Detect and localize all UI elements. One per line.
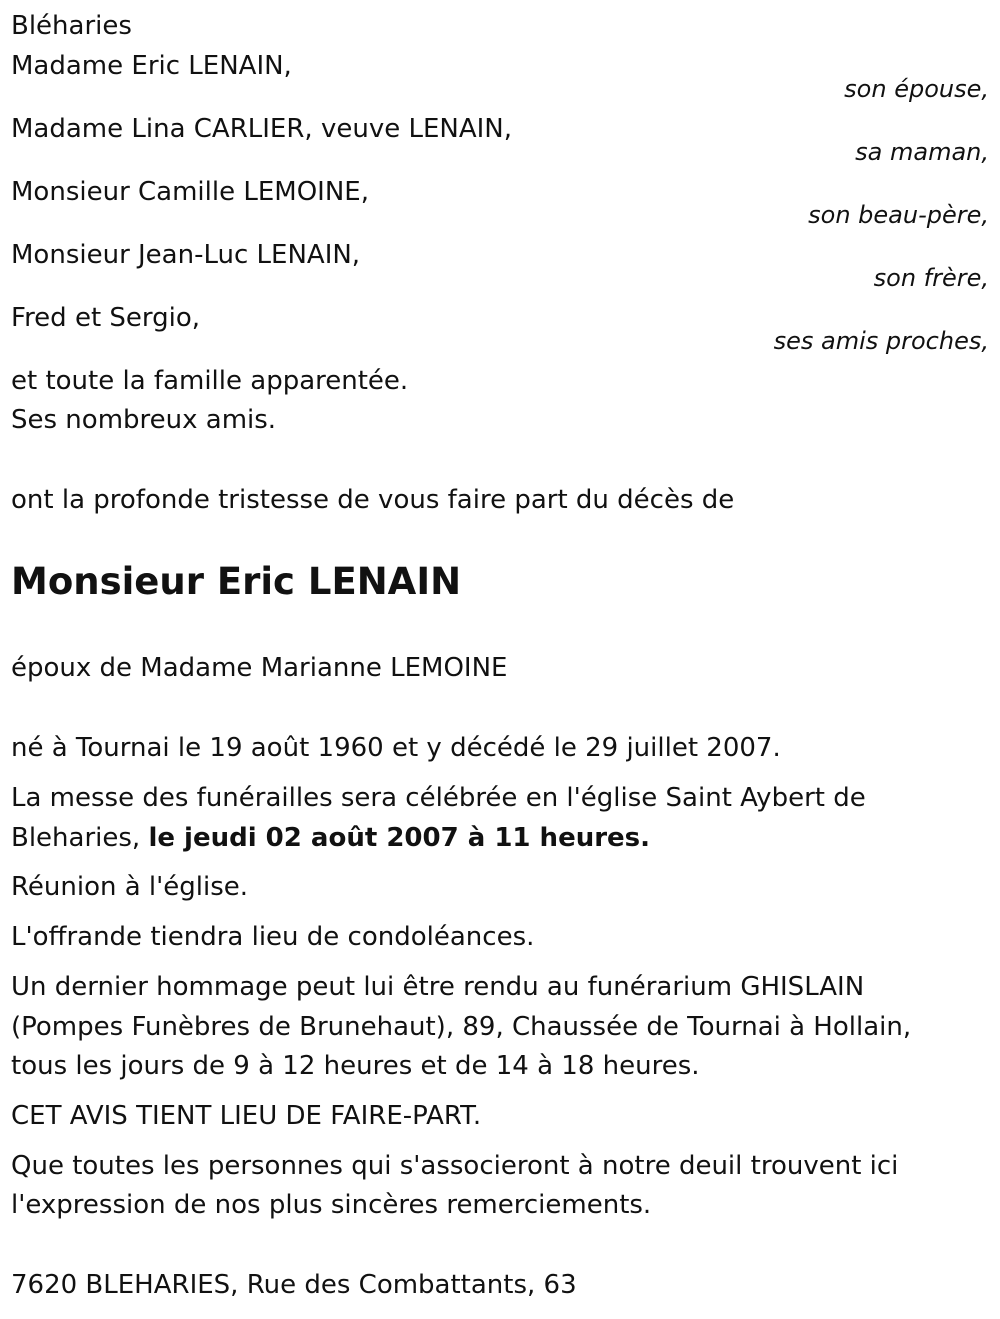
address-text: 7620 BLEHARIES, Rue des Combattants, 63 (11, 1270, 577, 1300)
mass-text-line1: La messe des funérailles sera célébrée en l'église Saint Aybert de (11, 783, 866, 813)
family-member-name: Monsieur Camille LEMOINE, (11, 177, 369, 207)
family-member-relation: son épouse, (844, 75, 989, 103)
tribute-text-line: Un dernier hommage peut lui être rendu au funérarium GHISLAIN (11, 972, 865, 1002)
family-member-relation: ses amis proches, (773, 327, 989, 355)
family-member-relation: sa maman, (855, 138, 989, 166)
mass-text-line2 (11, 818, 650, 858)
birth-death-text: né à Tournai le 19 août 1960 et y décédé le 29 juillet 2007. (11, 733, 781, 763)
spouse-text: époux de Madame Marianne LEMOINE (11, 653, 508, 683)
notice-text: CET AVIS TIENT LIEU DE FAIRE-PART. (11, 1101, 482, 1131)
town-name: Bléharies (11, 11, 132, 41)
offering-text: L'offrande tiendra lieu de condoléances. (11, 922, 535, 952)
announcement-text: ont la profonde tristesse de vous faire part du décès de (11, 485, 735, 515)
thanks-text-line: l'expression de nos plus sincères remerciements. (11, 1190, 652, 1220)
family-member-name: Madame Eric LENAIN, (11, 51, 292, 81)
mass-date-time: le jeudi 02 août 2007 à 11 heures. (148, 823, 651, 853)
mass-location: Bleharies, (11, 823, 149, 853)
thanks-text-line: Que toutes les personnes qui s'associeront à notre deuil trouvent ici (11, 1151, 899, 1181)
family-member-name: Fred et Sergio, (11, 303, 201, 333)
family-member-relation: son beau-père, (808, 201, 989, 229)
family-member-name: Madame Lina CARLIER, veuve LENAIN, (11, 114, 512, 144)
tribute-text-line: (Pompes Funèbres de Brunehaut), 89, Chaussée de Tournai à Hollain, (11, 1012, 912, 1042)
tribute-text-line: tous les jours de 9 à 12 heures et de 14 à 18 heures. (11, 1051, 700, 1081)
extended-family-text: et toute la famille apparentée. (11, 366, 409, 396)
family-member-relation: son frère, (873, 264, 989, 292)
meeting-text: Réunion à l'église. (11, 872, 249, 902)
deceased-name: Monsieur Eric LENAIN (11, 560, 462, 603)
friends-text: Ses nombreux amis. (11, 405, 277, 435)
family-member-name: Monsieur Jean-Luc LENAIN, (11, 240, 361, 270)
